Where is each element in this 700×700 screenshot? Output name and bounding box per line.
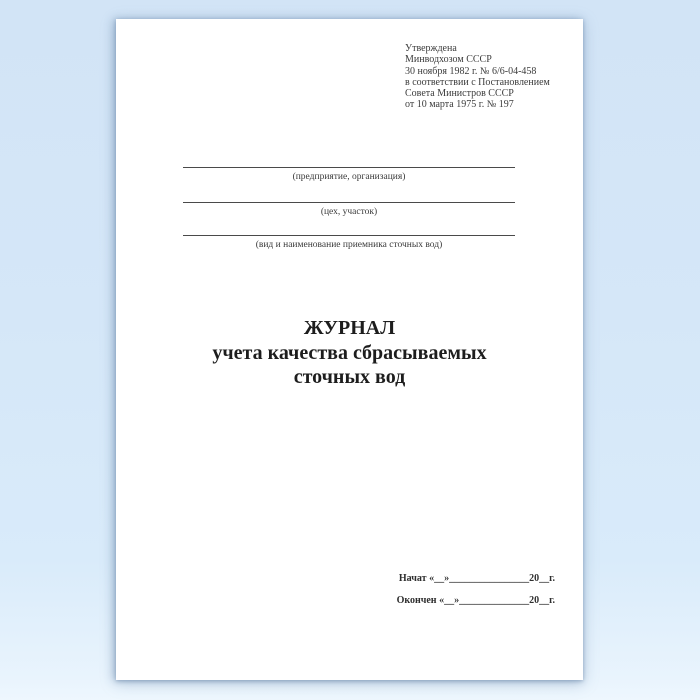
- journal-title-line-3: сточных вод: [293, 366, 406, 388]
- journal-title-line-1: ЖУРНАЛ: [303, 317, 396, 339]
- approval-line: Минводхозом СССР: [405, 54, 492, 66]
- approval-block: [405, 43, 573, 111]
- workshop-blank-line: [183, 202, 515, 203]
- approval-line: в соответствии с Постановлением: [405, 76, 550, 88]
- end-date-line: Окончен «__»______________20__г.: [396, 595, 555, 606]
- dates-block: [397, 568, 555, 612]
- approval-line: Утверждена: [405, 43, 457, 54]
- receiver-blank-line: [183, 235, 515, 236]
- journal-title: [116, 316, 583, 390]
- workshop-field-label: (цех, участок): [320, 207, 378, 217]
- company-blank-line: [183, 167, 515, 168]
- start-date-line: Начат «__»________________20__г.: [398, 573, 555, 584]
- journal-cover-page: [116, 19, 583, 680]
- receiver-field-label: (вид и наименование приемника сточных вод): [255, 240, 443, 250]
- approval-line: 30 ноября 1982 г. № 6/6-04-458: [405, 65, 537, 77]
- receiver-field: [183, 235, 515, 250]
- company-field-label: (предприятие, организация): [292, 172, 406, 182]
- journal-title-line-2: учета качества сбрасываемых: [212, 341, 487, 364]
- approval-line: Совета Министров СССР: [405, 88, 514, 100]
- workshop-field: [183, 202, 515, 217]
- approval-line: от 10 марта 1975 г. № 197: [405, 99, 514, 111]
- company-field: [183, 167, 515, 182]
